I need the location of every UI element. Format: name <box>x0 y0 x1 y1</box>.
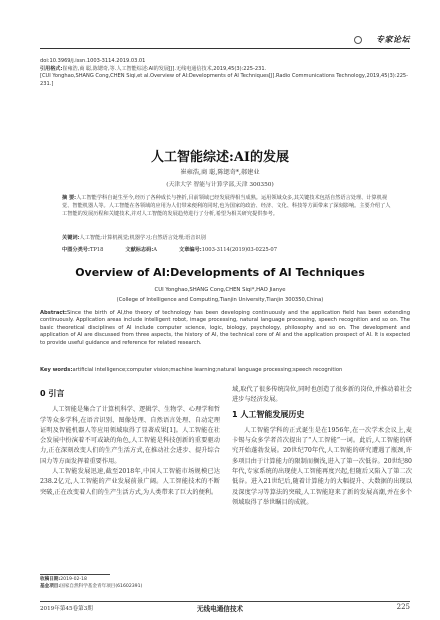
abstract-en <box>40 310 410 347</box>
keywords-en-label: Key words: <box>40 367 73 373</box>
footnote-rule <box>40 574 110 575</box>
received-label: 收稿日期: <box>40 577 61 582</box>
fund-label: 基金项目: <box>40 583 61 589</box>
fund-info <box>40 584 220 591</box>
citation-cn <box>40 66 410 74</box>
document-code <box>125 246 157 253</box>
paragraph: 域,取代了很多传统岗位,同时也创造了很多新的岗位,并推动着社会进步与经济发展。 <box>232 386 412 404</box>
keywords-cn <box>62 234 392 242</box>
article-label: 文章编号: <box>179 247 202 253</box>
paragraph: 人工智能学科的正式诞生是在1956年,在一次学术会议上,麦卡锡与众多学者首次提出了“人工智能”一词。此后,人工智能的研究开始蓬勃发展。20世纪70年代,人工智能的研究遭遇了瓶颈,许多项目由于计算能力的限制而搁浅,进入了第一次低谷。20世纪80年代,专家系统的出现使人工智能再度兴起,但随后又陷入了第二次低谷。进入21世纪后,随着计算能力的大幅提升、大数据的出现以及深度学习等算法的突破,人工智能迎来了新的发展高潮,并在多个领域取得了举世瞩目的成就。 <box>232 426 412 506</box>
section-heading-introduction: 0 引言 <box>40 389 65 398</box>
header-ornament-icon <box>354 36 362 44</box>
received-value: 2019-02-18 <box>60 577 87 582</box>
paragraph: 人工智能发展迅速,截至2018年,中国人工智能市场规模已达238.2亿元,人工智能的产业发展前景广阔。人工智能技术的不断突破,正在改变着人们的生产生活方式,为人类带来了巨大的便利。 <box>40 468 220 496</box>
citation-en: [CUI Yonghao,SHANG Cong,CHEN Siqi,et al.Overview of AI:Developments of AI Techniques[J].Radio Communications Technology,2019,45(3):225-231.] <box>40 73 409 87</box>
authors-cn: 崔雍浩,商 聪,陈锶奇*,郝建业 <box>180 169 260 176</box>
footer-rule <box>40 601 410 602</box>
doc-value: A <box>153 247 158 253</box>
paragraph: 人工智能是集合了计算机科学、逻辑学、生物学、心理学和哲学等众多学科,在语音识别、图像处理、自然语言处理、自动定理证明及智能机器人等应用领域取得了显著成果[1]。人工智能在社会发展中扮演着不可或缺的角色,人工智能是科技创新的重要驱动力,正在深刻改变人们的生产生活方式,在推动社会进步、提升综合国力等方面发挥着重要作用。 <box>40 406 220 465</box>
title-en: Overview of AI:Developments of AI Techniques <box>75 266 365 279</box>
footnote <box>40 577 220 590</box>
affiliation-cn: (天津大学 智能与计算学部,天津 300350) <box>166 182 274 188</box>
title-cn: 人工智能综述:AI的发展 <box>151 150 289 165</box>
abstract-en-text: Since the birth of AI,the theory of technology has been developing continuously and the application field has been extending continuously. Application areas include intelligent robot, image processing, natural language processing, speech recognition and so on. The basic theoretical disciplines of AI include computer science, logic, biology, psychology, philosophy and so on. The development and application of AI are discussed from three aspects, the history of AI, the technical core of AI and the application prospect of AI. It is expected to provide useful guidance and reference for related research. <box>40 310 410 346</box>
body-column-left <box>40 385 220 498</box>
body-column-right <box>232 385 412 508</box>
section-label: 专家论坛 <box>376 34 410 44</box>
received-date <box>40 577 220 584</box>
classification-row <box>62 246 392 253</box>
clc-value: TP18 <box>89 247 104 253</box>
article-number <box>179 246 277 253</box>
abstract-en-label: Abstract: <box>40 310 67 316</box>
keywords-cn-text: 人工智能;计算机视觉;机器学习;自然语言处理;语音识别 <box>79 235 206 241</box>
article-value: 1003-3114(2019)03-0225-07 <box>201 247 278 253</box>
footer-issue: 2019年第45卷第3期 <box>40 606 93 612</box>
abstract-cn <box>62 194 392 218</box>
article-meta <box>40 58 410 88</box>
abstract-cn-label: 摘 要: <box>62 195 77 201</box>
doc-label: 文献标志码: <box>125 247 154 253</box>
citation-cn-label: 引用格式: <box>40 65 63 72</box>
fund-value: 国家自然科学基金青年项目(61602391) <box>60 583 143 589</box>
citation-cn-text: 崔雍浩,商 聪,陈锶奇,等.人工智能综述:AI的发展[J].无线电通信技术,2019,45(3):225-231. <box>62 65 267 72</box>
footer-page-number: 225 <box>396 603 410 611</box>
clc-label: 中图分类号: <box>62 247 90 253</box>
clc-number <box>62 246 103 253</box>
keywords-en <box>40 367 410 374</box>
abstract-cn-text: 人工智能学科自诞生至今,经历了各种成长与挫折,目前领域已经发展得相当成熟。运用领域众多,其关键技术包括自然语言处理、计算机视觉、智能机器人等。人工智能在各领域的应用为人们带来便利的同时,也为国家的政治、经济、文化、科技等方面带来了深刻影响。主要介绍了人工智能的发展历程和关键技术,并对人工智能的发展趋势进行了分析,希望为相关研究提供参考。 <box>62 195 391 217</box>
keywords-cn-label: 关键词: <box>62 235 80 241</box>
doi-line: doi:10.3969/j.issn.1003-3114.2019.03.01 <box>40 58 146 64</box>
header-rule <box>40 48 410 49</box>
keywords-en-text: artificial intelligence;computer vision;machine learning;natural language processing;speech recognition <box>72 367 343 373</box>
footer-journal-name: 无线电通信技术 <box>196 605 244 613</box>
section-heading-history: 1 人工智能发展历史 <box>232 409 305 419</box>
affiliation-en: (College of Intelligence and Computing,Tianjin University,Tianjin 300350,China) <box>116 297 324 303</box>
authors-en: CUI Yonghao,SHANG Cong,CHEN Siqi*,HAO Jianye <box>154 287 286 293</box>
